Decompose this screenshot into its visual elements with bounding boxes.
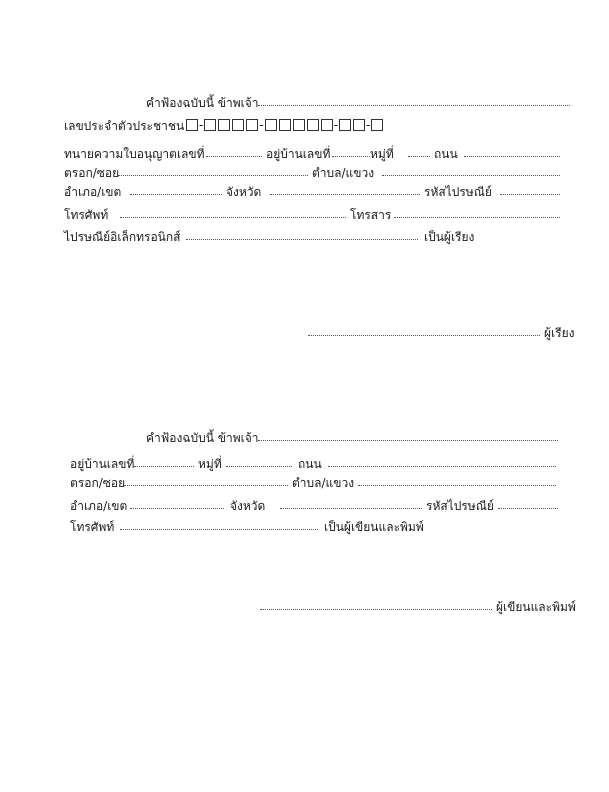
moo-label: หมู่ที่ bbox=[198, 457, 222, 471]
fax-label: โทรสาร bbox=[350, 208, 392, 222]
intro-label: คำฟ้องฉบับนี้ ข้าพเจ้า bbox=[146, 431, 259, 445]
phone-label: โทรศัพท์ bbox=[70, 520, 115, 534]
alley-label: ตรอก/ซอย bbox=[64, 166, 120, 180]
signature-role: ผู้เรียง bbox=[544, 326, 575, 340]
id-digit-box[interactable] bbox=[339, 119, 351, 131]
id-digit-box[interactable] bbox=[321, 119, 333, 131]
road-field[interactable] bbox=[464, 156, 560, 157]
lawyer-license-label: ทนายความใบอนุญาตเลขที่ bbox=[64, 147, 205, 161]
road-field[interactable] bbox=[328, 466, 556, 467]
district-field[interactable] bbox=[130, 194, 222, 195]
province-label: จังหวัด bbox=[230, 499, 266, 513]
province-field[interactable] bbox=[280, 508, 422, 509]
district-field[interactable] bbox=[130, 508, 224, 509]
alley-field[interactable] bbox=[118, 175, 308, 176]
subdistrict-field[interactable] bbox=[382, 175, 560, 176]
house-no-label: อยู่บ้านเลขที่ bbox=[266, 147, 331, 161]
postal-label: รหัสไปรษณีย์ bbox=[424, 185, 492, 199]
id-digit-box[interactable] bbox=[353, 119, 365, 131]
id-digit-box[interactable] bbox=[307, 119, 319, 131]
id-digit-box[interactable] bbox=[371, 119, 383, 131]
road-label: ถนน bbox=[434, 147, 458, 161]
email-field[interactable] bbox=[186, 239, 418, 240]
id-digit-box[interactable] bbox=[186, 119, 198, 131]
signature-role: ผู้เขียนและพิมพ์ bbox=[496, 600, 576, 614]
id-digit-box[interactable] bbox=[279, 119, 291, 131]
subdistrict-field[interactable] bbox=[358, 485, 556, 486]
subdistrict-label: ตำบล/แขวง bbox=[312, 166, 375, 180]
moo-label: หมู่ที่ bbox=[370, 147, 394, 161]
moo-field[interactable] bbox=[408, 156, 430, 157]
role-suffix: เป็นผู้เขียนและพิมพ์ bbox=[324, 520, 424, 534]
phone-label: โทรศัพท์ bbox=[64, 208, 109, 222]
road-label: ถนน bbox=[298, 457, 322, 471]
province-label: จังหวัด bbox=[226, 185, 262, 199]
id-digit-box[interactable] bbox=[246, 119, 258, 131]
id-label: เลขประจำตัวประชาชน bbox=[64, 119, 185, 133]
moo-field[interactable] bbox=[226, 466, 292, 467]
id-number-boxes[interactable]: - - - - bbox=[185, 118, 384, 132]
phone-field[interactable] bbox=[120, 529, 318, 530]
house-no-field[interactable] bbox=[134, 466, 194, 467]
id-digit-box[interactable] bbox=[204, 119, 216, 131]
signature-field[interactable] bbox=[308, 335, 540, 336]
lawyer-license-field[interactable] bbox=[206, 156, 262, 157]
signature-field[interactable] bbox=[260, 609, 492, 610]
name-field[interactable] bbox=[258, 440, 558, 441]
id-digit-box[interactable] bbox=[232, 119, 244, 131]
postal-field[interactable] bbox=[498, 508, 558, 509]
id-digit-box[interactable] bbox=[265, 119, 277, 131]
email-label: ไปรษณีย์อิเล็กทรอนิกส์ bbox=[64, 230, 181, 244]
fax-field[interactable] bbox=[394, 217, 560, 218]
subdistrict-label: ตำบล/แขวง bbox=[292, 476, 355, 490]
postal-label: รหัสไปรษณีย์ bbox=[426, 499, 494, 513]
phone-field[interactable] bbox=[120, 217, 346, 218]
house-no-label: อยู่บ้านเลขที่ bbox=[70, 457, 135, 471]
district-label: อำเภอ/เขต bbox=[70, 499, 128, 513]
house-no-field[interactable] bbox=[332, 156, 370, 157]
name-field[interactable] bbox=[258, 105, 570, 106]
id-digit-box[interactable] bbox=[293, 119, 305, 131]
alley-label: ตรอก/ซอย bbox=[70, 476, 126, 490]
alley-field[interactable] bbox=[124, 485, 288, 486]
district-label: อำเภอ/เขต bbox=[64, 185, 122, 199]
role-suffix: เป็นผู้เรียง bbox=[424, 230, 475, 244]
intro-label: คำฟ้องฉบับนี้ ข้าพเจ้า bbox=[146, 96, 259, 110]
postal-field[interactable] bbox=[500, 194, 560, 195]
id-digit-box[interactable] bbox=[218, 119, 230, 131]
province-field[interactable] bbox=[270, 194, 420, 195]
